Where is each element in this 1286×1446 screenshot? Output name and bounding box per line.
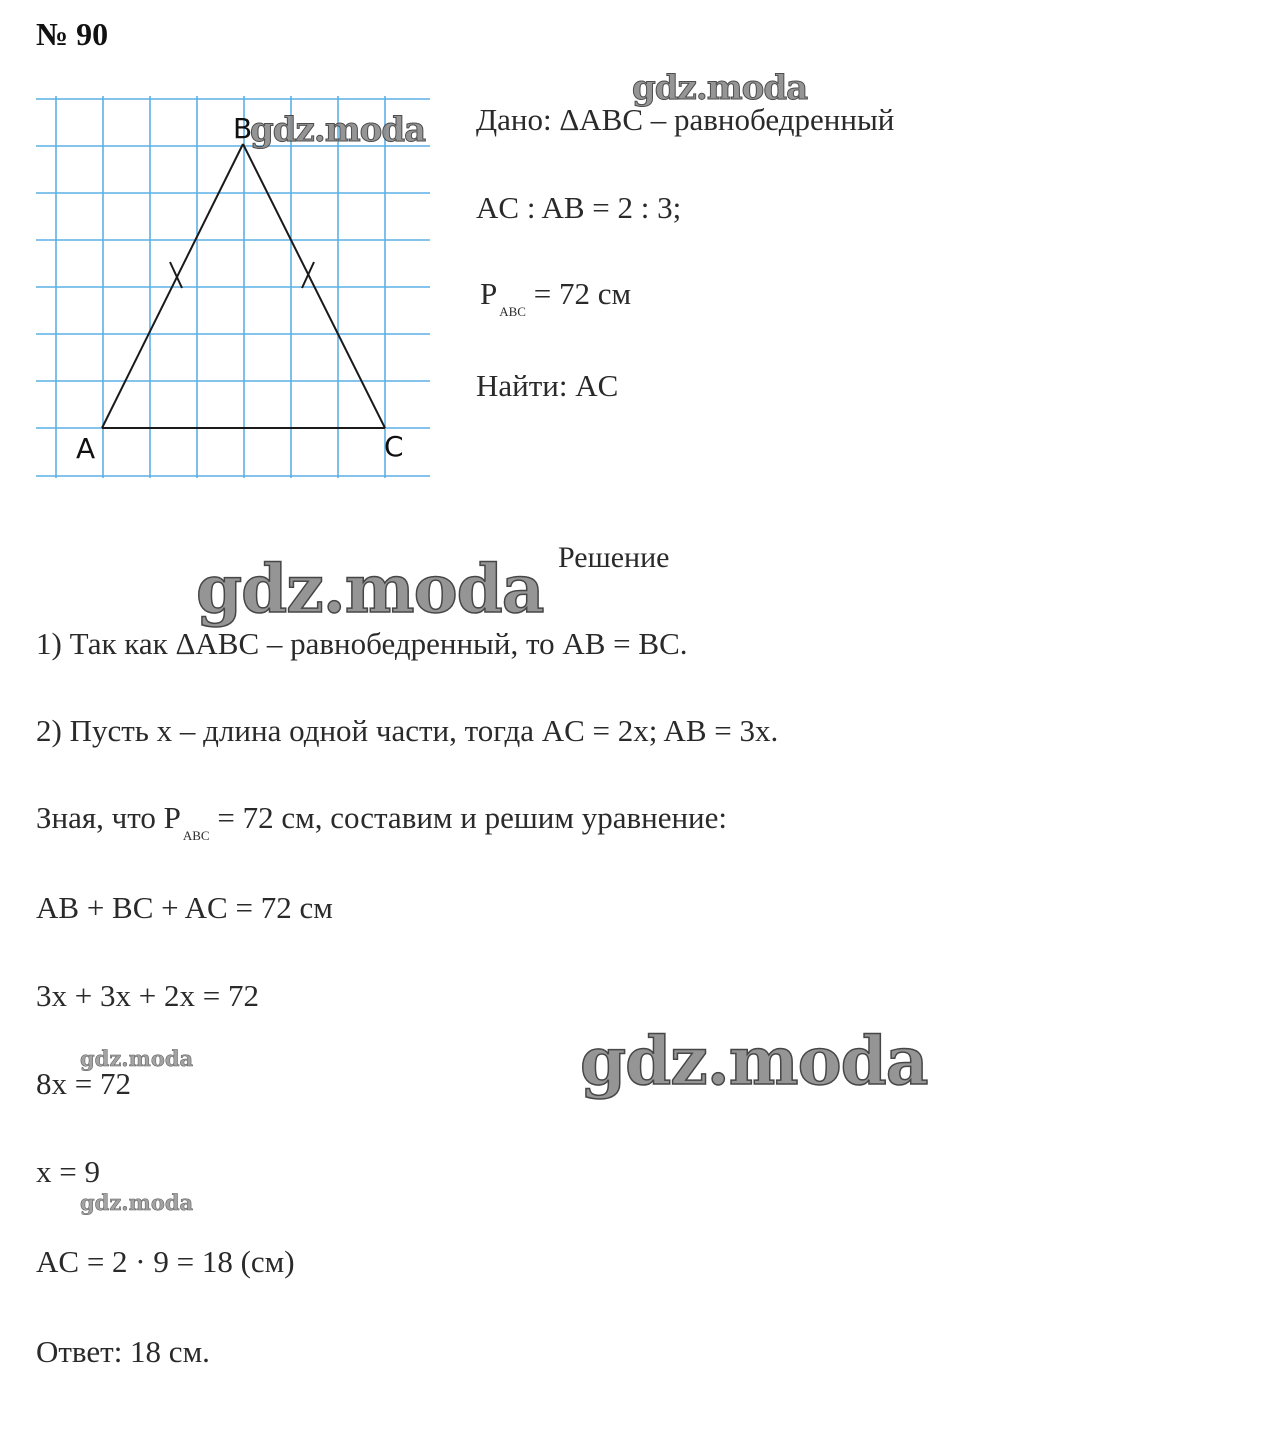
step3-after: = 72 см, составим и решим уравнение: (209, 800, 728, 835)
equation-2: 3x + 3x + 2x = 72 (36, 978, 259, 1013)
problem-number: № 90 (36, 16, 109, 52)
solution-step-1: 1) Так как ΔABC – равнобедренный, то AB = BC. (36, 626, 688, 661)
watermark: gdz.moda (250, 110, 426, 150)
perimeter-subscript: ABC (499, 304, 526, 319)
watermark: gdz.moda (196, 550, 544, 628)
tick-mark-ab (170, 262, 182, 288)
perimeter-symbol: P (480, 276, 498, 311)
triangle-figure (36, 96, 436, 486)
result-line: AC = 2 · 9 = 18 (см) (36, 1244, 295, 1279)
find-line: Найти: AC (476, 368, 619, 403)
equation-3: 8x = 72 (36, 1066, 131, 1101)
watermark: gdz.moda (80, 1190, 194, 1215)
watermark: gdz.moda (580, 1022, 928, 1100)
given-line-2: AC : AB = 2 : 3; (476, 190, 682, 225)
watermark: gdz.moda (632, 68, 808, 108)
given-line-1: Дано: ΔABC – равнобедренный (476, 102, 895, 137)
solution-step-3 (36, 800, 727, 854)
step3-perimeter-symbol: P (163, 800, 181, 835)
step3-before: Зная, что (36, 800, 164, 835)
vertex-c-label: C (384, 430, 404, 463)
solution-step-2: 2) Пусть x – длина одной части, тогда AC = 2x; AB = 3x. (36, 713, 779, 748)
solution-heading: Решение (558, 541, 670, 574)
grid (36, 96, 430, 478)
answer-line: Ответ: 18 см. (36, 1334, 210, 1369)
equation-4: x = 9 (36, 1154, 100, 1189)
equation-1: AB + BC + AC = 72 см (36, 890, 333, 925)
given-perimeter (480, 276, 631, 330)
vertex-b-label: B (233, 112, 253, 145)
perimeter-value: = 72 см (525, 276, 632, 311)
vertex-a-label: A (76, 432, 96, 465)
watermark: gdz.moda (80, 1046, 194, 1071)
step3-perimeter-subscript: ABC (182, 828, 210, 843)
